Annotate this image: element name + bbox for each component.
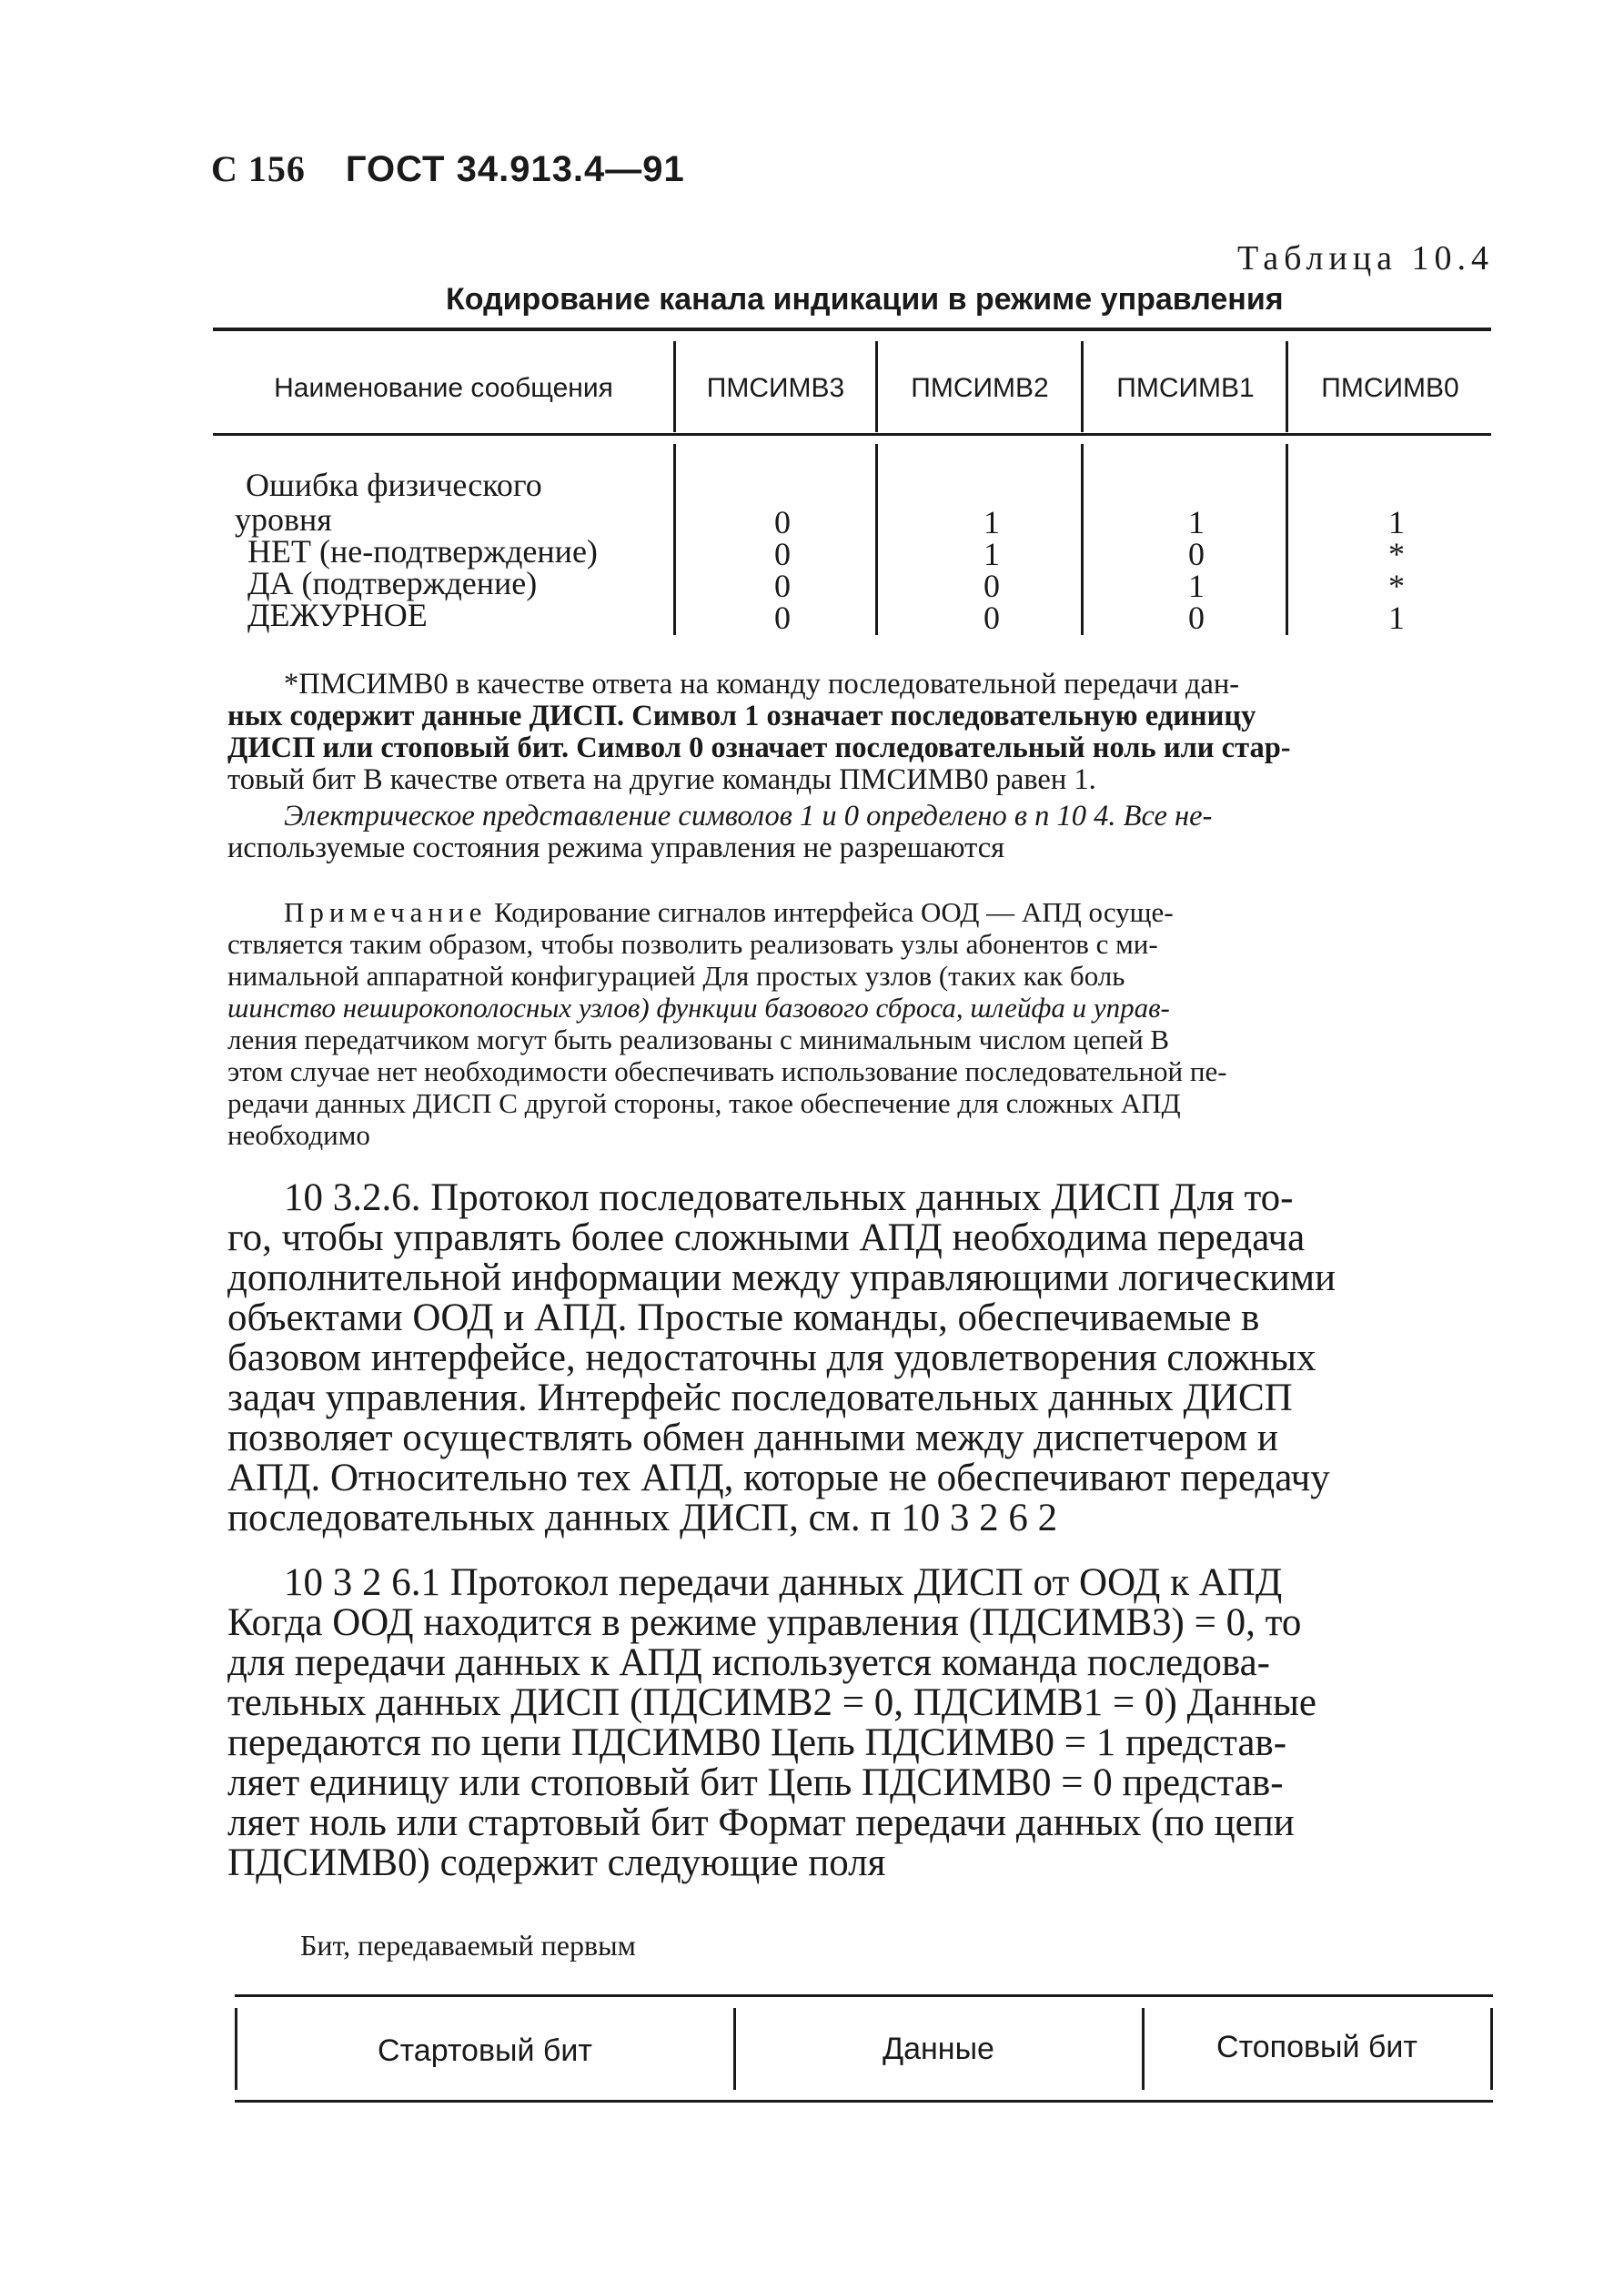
column-header-pmsimv3: ПМСИМВ3 — [706, 373, 845, 403]
standard-code: ГОСТ 34.913.4—91 — [345, 149, 685, 189]
table-col-divider — [1081, 341, 1084, 432]
electrical-line: Электрическое представление символов 1 и 0 определено в п 10 4. Все не- — [284, 800, 1213, 832]
table-cell: * — [1388, 568, 1405, 604]
frame-divider — [235, 2008, 237, 2090]
electrical-line: используемые состояния режима управления не разрешаются — [227, 832, 1005, 864]
table-cell: 0 — [983, 568, 1000, 604]
table-col-divider — [673, 444, 676, 635]
footnote-line: ДИСП или стоповый бит. Символ 0 означает последовательный ноль или стар- — [227, 731, 1291, 764]
frame-divider — [733, 2008, 736, 2090]
table-col-divider — [875, 444, 878, 635]
table-col-divider — [1081, 444, 1084, 635]
table-cell: 1 — [1188, 568, 1205, 604]
frame-field-stop-bit: Стоповый бит — [1216, 2030, 1417, 2064]
body-line: дополнительной информации между управляющими логическими — [227, 1256, 1337, 1299]
column-header-pmsimv1: ПМСИМВ1 — [1116, 373, 1255, 403]
table-cell: 1 — [1388, 504, 1405, 540]
table-cell: 0 — [774, 600, 791, 636]
row-name: уровня — [235, 501, 332, 538]
column-header-pmsimv2: ПМСИМВ2 — [911, 373, 1049, 403]
table-cell: 1 — [1388, 600, 1405, 636]
body-line: передаются по цепи ПДСИМВ0 Цепь ПДСИМВ0 = 1 представ- — [227, 1721, 1287, 1764]
note-first-line: Примечание Кодирование сигналов интерфейса ООД — АПД осуще- — [284, 896, 1174, 928]
table-col-divider — [673, 341, 676, 432]
page-header — [211, 147, 685, 190]
table-cell: 0 — [1188, 600, 1205, 636]
table-cell: 1 — [983, 504, 1000, 540]
table-cell: 0 — [1188, 536, 1205, 572]
note-line: нимальной аппаратной конфигурацией Для простых узлов (таких как боль — [227, 960, 1125, 992]
table-top-rule — [213, 328, 1491, 331]
row-name: Ошибка физического — [246, 467, 542, 503]
body-line: объектами ООД и АПД. Простые команды, обеспечиваемые в — [227, 1296, 1260, 1339]
table-caption: Кодирование канала индикации в режиме управления — [446, 282, 1284, 317]
frame-field-data: Данные — [883, 2032, 994, 2066]
body-line: Когда ООД находится в режиме управления (ПДСИМВ3) = 0, то — [227, 1601, 1302, 1644]
footnote-line: ных содержит данные ДИСП. Символ 1 означает последовательную единицу — [227, 700, 1256, 732]
body-line: ляет единицу или стоповый бит Цепь ПДСИМВ0 = 0 представ- — [227, 1761, 1284, 1804]
frame-caption: Бит, передаваемый первым — [300, 1929, 636, 1962]
row-name: ДЕЖУРНОЕ — [247, 597, 428, 633]
note-line: шинство неширокополосных узлов) функции базового сброса, шлейфа и управ- — [227, 992, 1170, 1024]
table-col-divider — [1286, 444, 1288, 635]
note-label: Примечание — [284, 896, 488, 928]
frame-top-rule — [235, 1994, 1493, 1997]
body-line: 10 3.2.6. Протокол последовательных данных ДИСП Для то- — [284, 1176, 1294, 1219]
row-name: НЕТ (не-подтверждение) — [247, 533, 598, 570]
table-col-divider — [1286, 341, 1288, 432]
table-cell: 1 — [1188, 504, 1205, 540]
body-line: ляет ноль или стартовый бит Формат передачи данных (по цепи — [227, 1801, 1295, 1844]
column-header-pmsimv0: ПМСИМВ0 — [1321, 373, 1459, 403]
table-label: Таблица 10.4 — [1237, 239, 1495, 277]
table-cell: 0 — [774, 568, 791, 604]
body-line: позволяет осуществлять обмен данными между диспетчером и — [227, 1417, 1278, 1459]
body-line: базовом интерфейсе, недостаточны для удовлетворения сложных — [227, 1337, 1316, 1379]
body-line: го, чтобы управлять более сложными АПД необходима передача — [227, 1216, 1306, 1259]
table-col-divider — [875, 341, 878, 432]
body-line: для передачи данных к АПД используется команда последова- — [227, 1641, 1270, 1684]
note-line: этом случае нет необходимости обеспечивать использование последовательной пе- — [227, 1055, 1227, 1087]
body-line: 10 3 2 6.1 Протокол передачи данных ДИСП от ООД к АПД — [284, 1561, 1283, 1604]
note-line: редачи данных ДИСП С другой стороны, такое обеспечение для сложных АПД — [227, 1087, 1181, 1119]
table-cell: 0 — [983, 600, 1000, 636]
column-header-name: Наименование сообщения — [274, 373, 613, 403]
body-line: ПДСИМВ0) содержит следующие поля — [227, 1841, 886, 1884]
footnote-line: *ПМСИМВ0 в качестве ответа на команду последовательной передачи дан- — [284, 668, 1240, 701]
note-line: необходимо — [227, 1119, 370, 1151]
table-cell: 0 — [774, 536, 791, 572]
table-cell: 1 — [983, 536, 1000, 572]
footnote-line: товый бит В качестве ответа на другие команды ПМСИМВ0 равен 1. — [227, 763, 1096, 796]
row-name: ДА (подтверждение) — [247, 565, 538, 601]
table-cell: 0 — [774, 504, 791, 540]
page-number: С 156 — [211, 148, 306, 189]
note-line: ления передатчиком могут быть реализованы с минимальным числом цепей В — [227, 1024, 1170, 1055]
frame-bottom-rule — [235, 2100, 1493, 2103]
frame-divider — [1142, 2008, 1145, 2090]
table-cell: * — [1388, 536, 1405, 572]
note-line: ствляется таким образом, чтобы позволить реализовать узлы абонентов с ми- — [227, 928, 1158, 960]
body-line: АПД. Относительно тех АПД, которые не обеспечивают передачу — [227, 1457, 1330, 1499]
frame-divider — [1490, 2008, 1493, 2090]
frame-field-start-bit: Стартовый бит — [378, 2033, 592, 2068]
table-header-rule — [213, 433, 1491, 436]
body-line: тельных данных ДИСП (ПДСИМВ2 = 0, ПДСИМВ1 = 0) Данные — [227, 1681, 1316, 1724]
body-line: последовательных данных ДИСП, см. п 10 3 2 6 2 — [227, 1497, 1058, 1539]
body-line: задач управления. Интерфейс последовательных данных ДИСП — [227, 1377, 1293, 1419]
